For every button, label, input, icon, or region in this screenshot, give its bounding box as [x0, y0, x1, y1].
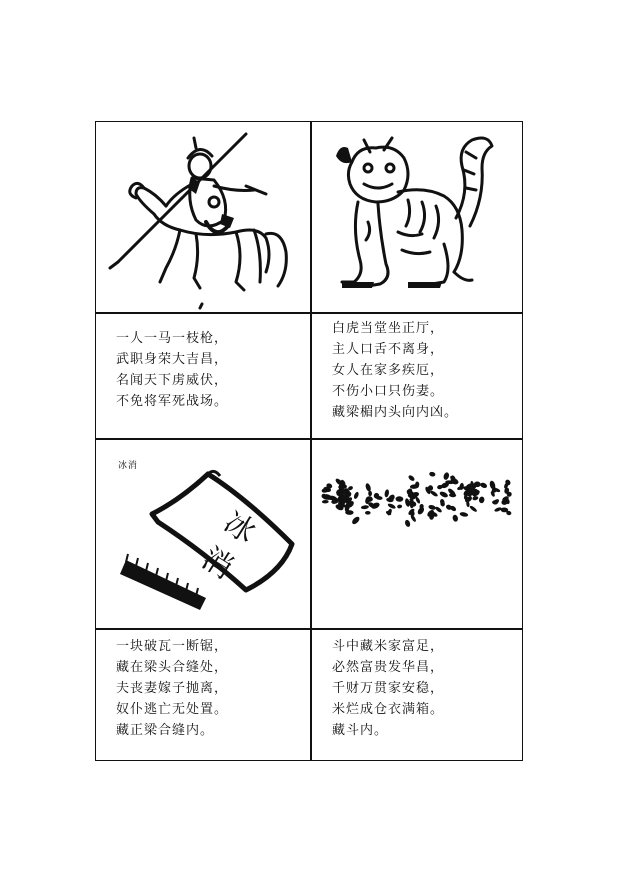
rice-grain — [443, 472, 450, 481]
verse-line: 米烂成仓衣满箱。 — [332, 702, 445, 717]
rice-grain — [478, 496, 485, 504]
rice-grain — [395, 496, 403, 502]
tile-inscription: 冰消 — [195, 504, 262, 587]
rice-grain — [351, 515, 361, 525]
rice-grain — [353, 491, 360, 499]
warrior-on-horse-illustration — [96, 122, 310, 312]
rice-grain — [387, 503, 396, 510]
rice-grain — [361, 505, 369, 510]
row-divider — [96, 628, 522, 630]
verse-line: 藏斗内。 — [332, 723, 389, 738]
verse-line: 藏在梁头合缝处， — [116, 660, 229, 675]
rice-grain — [435, 506, 443, 514]
talisman-table — [95, 121, 523, 761]
verse-line: 一块破瓦一断锯， — [116, 639, 229, 654]
verse-line: 藏正梁合缝内。 — [116, 723, 215, 738]
verse-line: 白虎当堂坐正厅， — [332, 321, 445, 336]
verse-line: 奴仆逃亡无处置。 — [116, 702, 229, 717]
rice-grain — [494, 507, 502, 513]
verse-line: 必然富贵发华昌， — [332, 660, 445, 675]
verse-line: 不伤小口只伤妻。 — [332, 384, 445, 399]
rice-grain — [404, 519, 411, 527]
verse-line: 夫丧妻嫁子抛离， — [116, 681, 229, 696]
rice-grain — [384, 489, 390, 498]
rice-grain — [322, 500, 329, 504]
rice-grain — [429, 471, 436, 477]
rice-grain — [439, 491, 449, 499]
picture-caption: 冰消 — [118, 461, 139, 471]
rice-grain — [469, 505, 478, 513]
rice-grain — [429, 490, 438, 498]
verse-line: 女人在家多疾厄， — [332, 363, 445, 378]
verse-line: 一人一马一枝枪， — [116, 331, 229, 346]
verse-line: 武职身荣大吉昌， — [116, 352, 229, 367]
rice-grain — [397, 504, 403, 509]
verse-line: 主人口舌不离身， — [332, 342, 445, 357]
verse-line: 千财万贯家安稳， — [332, 681, 445, 696]
verse-line: 不免将军死战场。 — [116, 394, 229, 409]
tile-picture-cell — [96, 440, 310, 628]
verse-tiger — [332, 318, 458, 423]
warrior-picture-cell — [96, 122, 310, 312]
verse-rice — [332, 636, 444, 741]
tiger-illustration — [312, 122, 524, 312]
rice-grain — [345, 510, 353, 515]
rice-grain — [480, 482, 488, 489]
verse-broken-tile — [116, 636, 228, 741]
row-divider — [96, 312, 522, 314]
rice-grain — [452, 514, 459, 522]
rice-grain — [428, 504, 437, 510]
rice-grain — [459, 511, 468, 517]
rice-picture-cell — [312, 440, 524, 628]
rice-grain — [368, 491, 372, 497]
verse-line: 藏梁楣内头向内凶。 — [332, 405, 459, 420]
rice-grain — [472, 496, 479, 501]
verse-warrior — [116, 328, 228, 412]
rice-grain — [365, 483, 372, 493]
verse-line: 名闻天下虏威伏， — [116, 373, 229, 388]
verse-line: 斗中藏米家富足， — [332, 639, 445, 654]
rice-grain — [407, 474, 415, 482]
rice-grains-illustration — [312, 440, 524, 628]
tiger-picture-cell — [312, 122, 524, 312]
rice-grain — [365, 511, 371, 515]
